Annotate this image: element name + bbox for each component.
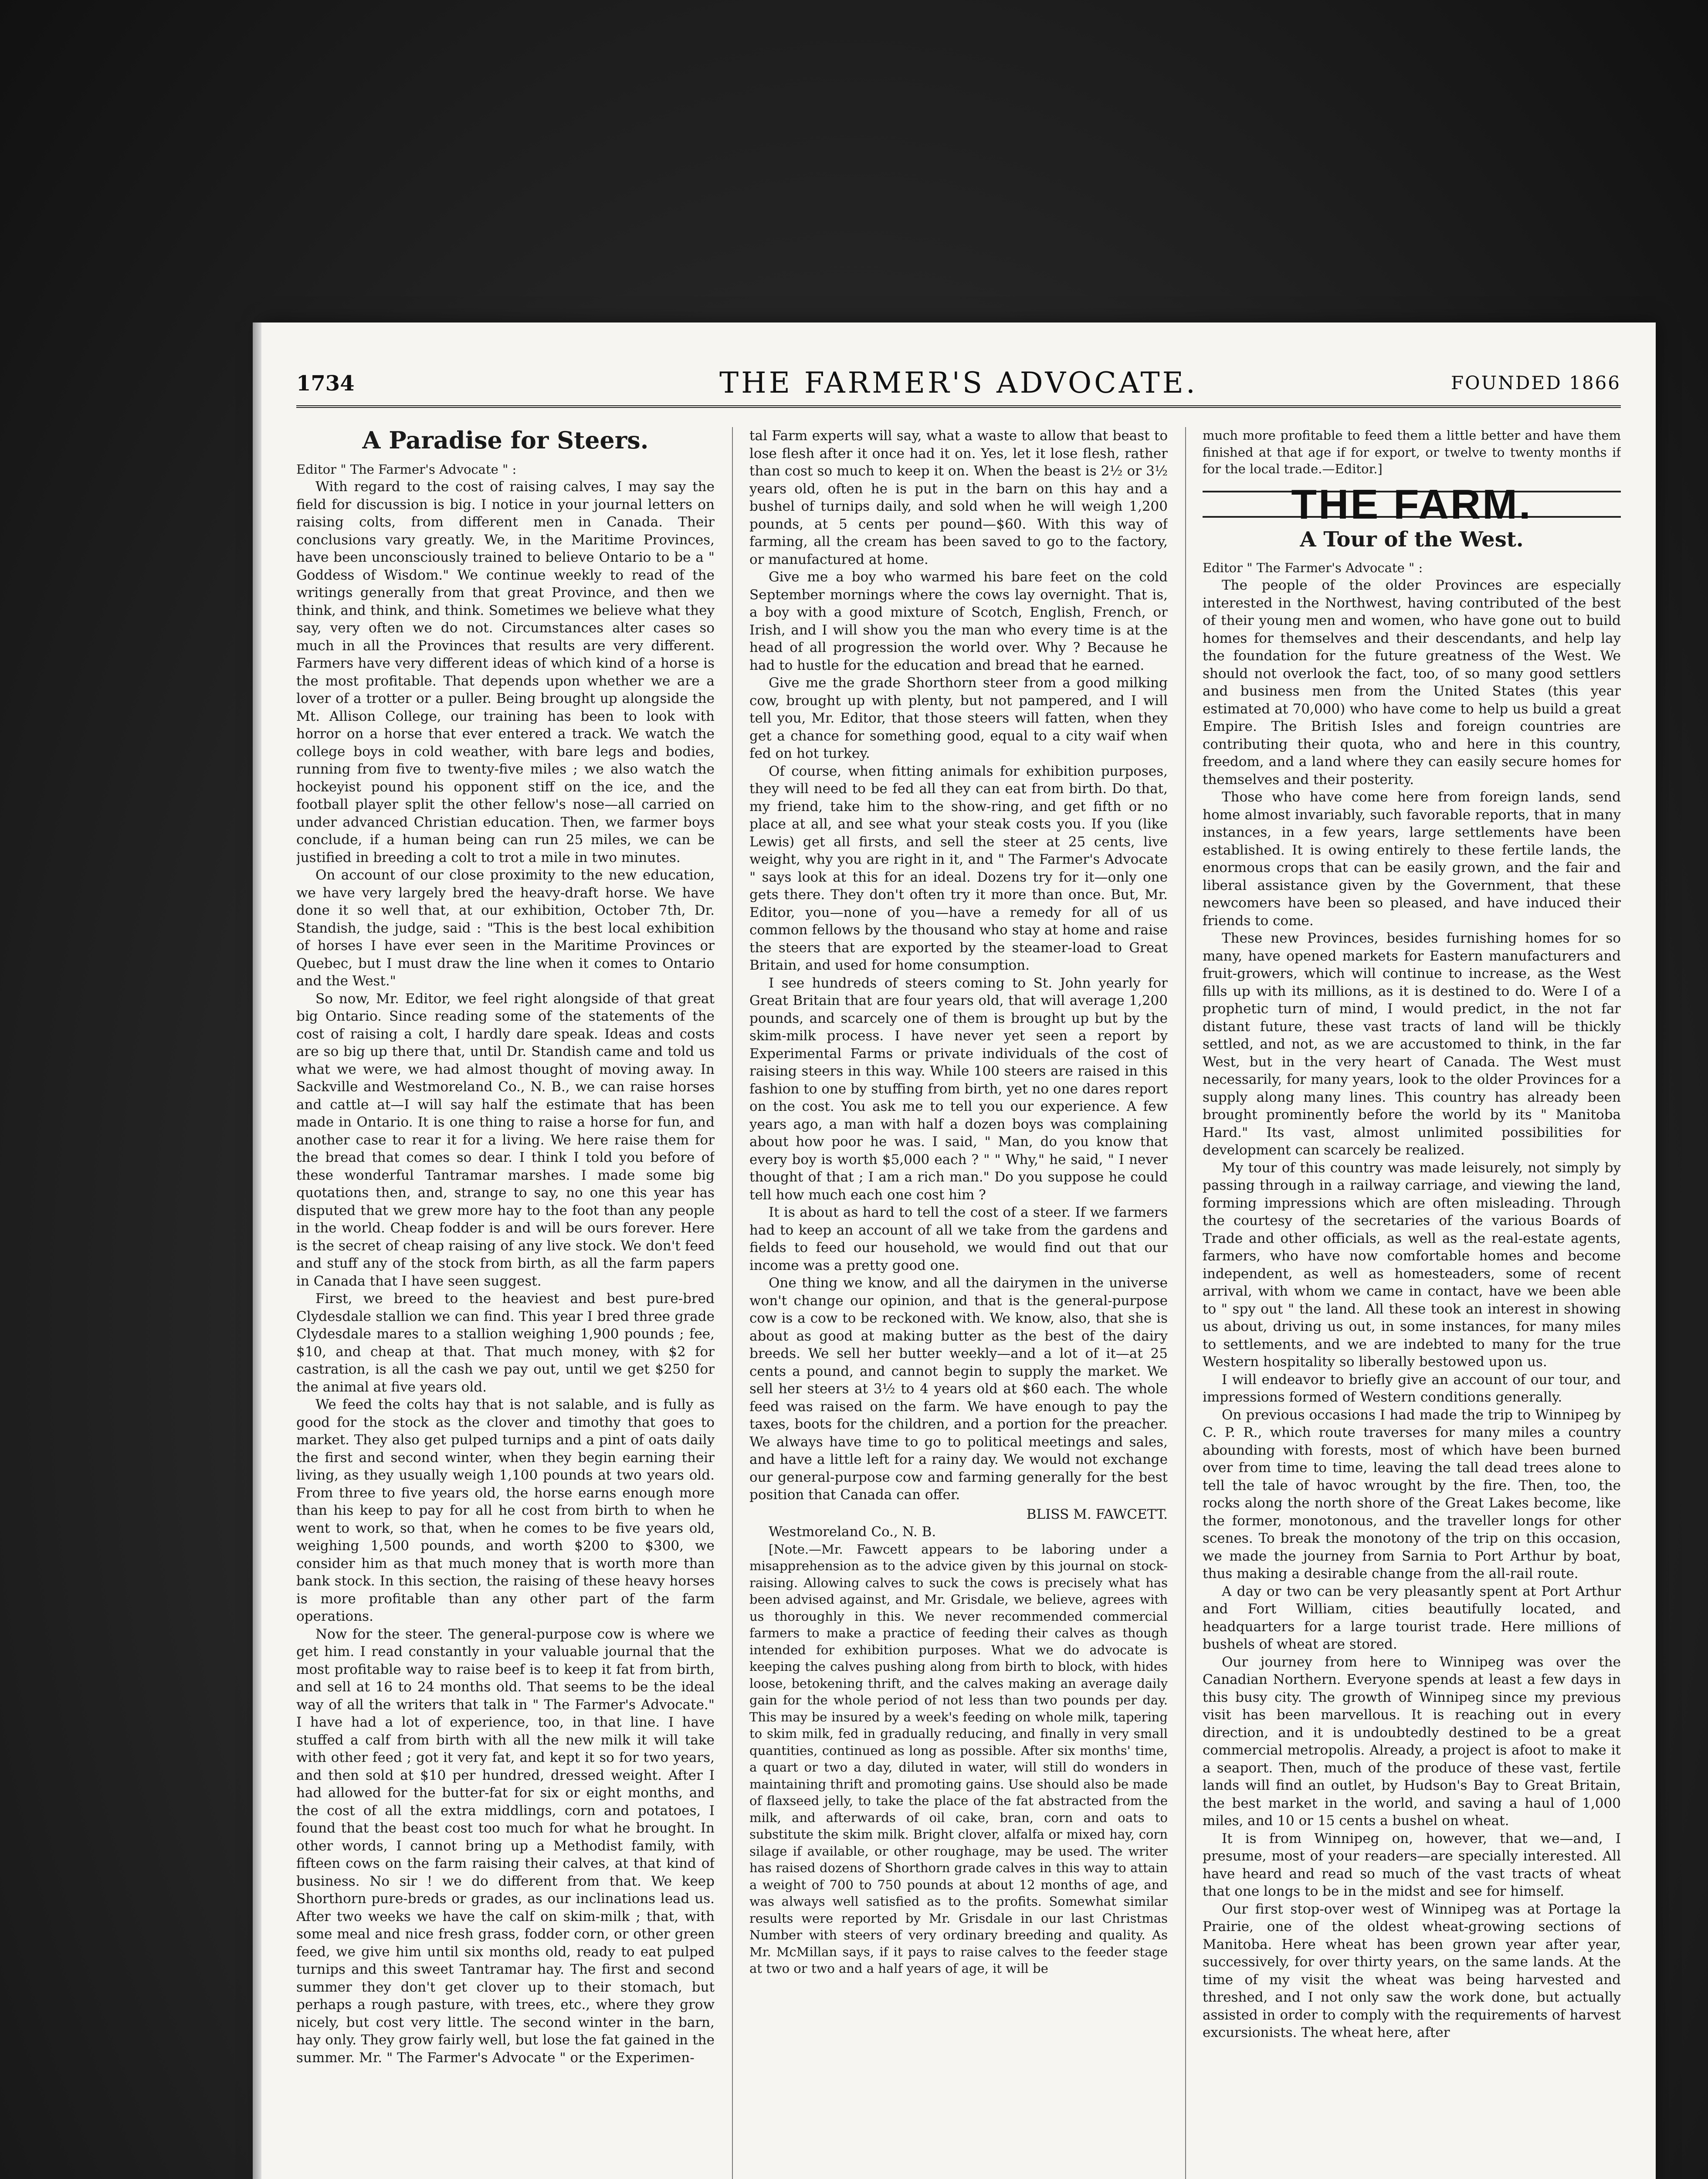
paragraph: Our first stop-over west of Winnipeg was at Portage la Prairie, one of the oldest wheat-growing sections of Manitoba. Here wheat has been grown year after year, successively, for over thirty years, on the same lands. At the time of my visit the wheat was being harvested and threshed, and I not only saw the work done, but actually assisted in order to comply with the requirements of harvest excursionists. The wheat here, after xyxy=(1203,1901,1621,2040)
founded-line: FOUNDED 1866 xyxy=(1451,372,1621,394)
signature: BLISS M. FAWCETT. xyxy=(1026,1506,1168,1522)
column-1 xyxy=(296,427,715,2179)
column-2 xyxy=(749,427,1168,2179)
column-rule xyxy=(1185,427,1186,2179)
editor-note-text: [Note.—Mr. Fawcett appears to be laboring under a misapprehension as to the advice given by this journal on stock-raising. Allowing calves to suck the cows is precisely what has been advised against, and Mr. Grisdale, we believe, agrees with us thoroughly in this. We never recommended commercial farmers to make a practice of feeding their calves as though intended for exhibition purposes. What we do advocate is keeping the calves pushing along from birth to block, with hides loose, betokening thrift, and the calves making an average daily gain for the whole period of not less than two pounds per day. This may be insured by a week's feeding on whole milk, tapering to skim milk, fed in gradually reducing, and finally in very small quantities, continued as long as possible. After six months' time, a quart or two a day, diluted in water, will still do wonders in maintaining thrift and promoting gains. Use should also be made of flaxseed jelly, to take the place of the fat abstracted from the milk, and afterwards of oil cake, bran, corn and oats to substitute the skim milk. Bright clover, alfalfa or mixed hay, corn silage if available, or other roughage, may be used. The writer has raised dozens of Shorthorn grade calves in this way to attain a weight of 700 to 750 pounds at about 12 months of age, and was always well satisfied as to the profits. Somewhat similar results were reported by Mr. Grisdale in our last Christmas Number with steers of very ordinary breeding and quality. As Mr. McMillan says, if it pays to raise calves to the feeder stage at two or two and a half years of age, it will be xyxy=(749,1541,1168,1976)
paragraph: Give me a boy who warmed his bare feet on the cold September mornings where the cows lay overnight. That is, a boy with a good mixture of Scotch, English, French, or Irish, and I will show you the man who every time is at the head of all progression the world over. Why ? Because he had to hustle for the education and bread that he earned. xyxy=(749,569,1168,673)
section-heading: THE FARM. xyxy=(1291,481,1532,528)
editor-note xyxy=(749,1541,1168,1977)
article-title-west: A Tour of the West. xyxy=(1300,527,1524,552)
paragraph: The people of the older Provinces are especially interested in the Northwest, having contributed of the best of their young men and women, who have gone out to build homes for themselves and their descendants, and help lay the foundation for the future greatness of the West. We should not overlook the fact, too, of so many good settlers and business men from the United States (this year estimated at 70,000) who have come to help us build a great Empire. The British Isles and foreign countries are contributing their quota, who and here in this country, freedom, and a land where they can easily secure homes for themselves and their posterity. xyxy=(1203,577,1621,787)
editor-note-text: much more profitable to feed them a little better and have them finished at that age if for export, or twelve to twenty months if for the local trade.—Editor.] xyxy=(1203,428,1621,476)
paragraph: On account of our close proximity to the new education, we have very largely bred the heavy-draft horse. We have done it so well that, at our exhibition, October 7th, Dr. Standish, the judge, said : "This is the best local exhibition of horses I have ever seen in the Maritime Provinces or Quebec, but I must draw the line when it comes to Ontario and the West." xyxy=(296,867,715,989)
paragraph: Of course, when fitting animals for exhibition purposes, they will need to be fed all they can eat from birth. Do that, my friend, take him to the show-ring, and get fifth or no place at all, and see what your steak costs you. If you (like Lewis) get all firsts, and sell the steer at 25 cents, live weight, why you are right in it, and " The Farmer's Advocate " says look at this for an ideal. Dozens try for it—only one gets there. They don't often try it more than once. But, Mr. Editor, you—none of you—have a remedy for all of us common fellows by the thousand who stay at home and raise the steers that are exported by the steamer-load to Great Britain, and used for home consumption. xyxy=(749,763,1168,973)
paragraph: On previous occasions I had made the trip to Winnipeg by C. P. R., which route traverses for many miles a country abounding with forests, most of which have been burned over from time to time, leaving the tall dead trees alone to tell the tale of havoc wrought by the fire. Then, too, the rocks along the north shore of the Great Lakes become, like the former, monotonous, and the traveller longs for other scenes. To break the monotony of the trip on this occasion, we made the journey from Sarnia to Port Arthur by boat, thus making a desirable change from the all-rail route. xyxy=(1203,1407,1621,1582)
paragraph: With regard to the cost of raising calves, I may say the field for discussion is big. I notice in your journal letters on raising colts, from different men in Canada. Their conclusions vary greatly. We, in the Maritime Provinces, have been unconsciously trained to believe Ontario to be a " Goddess of Wisdom." We continue weekly to read of the writings generally from that great Province, and then we think, and think, and think. Sometimes we believe what they say, very often we do not. Circumstances alter cases so much in all the Provinces that results are very different. Farmers have very different ideas of which kind of a horse is the most profitable. That depends upon whether we are a lover of a trotter or a puller. Being brought up alongside the Mt. Allison College, our training has been to look with horror on a horse that ever entered a track. We watch the college boys in cold weather, with bare legs and bodies, running from five to twenty-five miles ; we also watch the hockeyist pound his opponent stiff on the ice, and the football player split the other fellow's nose—all carried on under advanced Christian education. Then, we farmer boys conclude, if a human being can run 25 miles, we can be justified in breeding a colt to trot a mile in two minutes. xyxy=(296,479,715,865)
newspaper-page xyxy=(261,322,1656,2179)
paragraph: Our journey from here to Winnipeg was over the Canadian Northern. Everyone spends at least a few days in this busy city. The growth of Winnipeg since my previous visit has been marvellous. It is reaching out in every direction, and it is undoubtedly destined to be a great commercial metropolis. Already, a project is afoot to make it a seaport. Then, much of the produce of these vast, fertile lands will find an outlet, by Hudson's Bay to Great Britain, the best market in the world, and saving a haul of 1,000 miles, and 10 or 15 cents a bushel on wheat. xyxy=(1203,1654,1621,1829)
paragraph: My tour of this country was made leisurely, not simply by passing through in a railway carriage, and viewing the land, forming impressions which are often misleading. Through the courtesy of the secretaries of the various Boards of Trade and other officials, as well as the real-estate agents, farmers, who have now comfortable homes and become independent, as well as homesteaders, some of recent arrival, with whom we came in contact, have we been able to " spy out " the land. All these took an interest in showing us about, driving us out, in some instances, for many miles to settlements, and we are indebted to many for the true Western hospitality so liberally bestowed upon us. xyxy=(1203,1160,1621,1370)
dateline: Westmoreland Co., N. B. xyxy=(769,1524,936,1540)
paragraph: We feed the colts hay that is not salable, and is fully as good for the stock as the clover and timothy that goes to market. They also get pulped turnips and a pint of oats daily the first and second winter, when they begin earning their living, as they usually weigh 1,100 pounds at two years old. From three to five years old, the horse earns enough more than his keep to pay for all he cost from birth to when he went to work, so that, when he comes to be five years old, weighing 1,500 pounds, and worth $200 to $300, we consider him as that much money that is worth more than bank stock. In this section, the raising of these heavy horses is more profitable than any other part of the farm operations. xyxy=(296,1397,715,1624)
paragraph: So now, Mr. Editor, we feel right alongside of that great big Ontario. Since reading some of the statements of the cost of raising a colt, I hardly dare speak. Ideas and costs are so big up there that, until Dr. Standish came and told us what we were, we had almost thought of moving away. In Sackville and Westmoreland Co., N. B., we can raise horses and cattle at—I will say half the estimate that has been made in Ontario. It is one thing to raise a horse for fun, and another case to rear it for a living. We here raise them for the bread that comes so dear. I think I told you before of these wonderful Tantramar marshes. I made some big quotations then, and, strange to say, no one this year has disputed that we grew more hay to the foot than any people in the world. Cheap fodder is and will be ours forever. Here is the secret of cheap raising of any live stock. We don't feed and stuff any of the stock from birth, as all the farm papers in Canada that I have seen suggest. xyxy=(296,991,715,1289)
editor-note-continued xyxy=(1203,427,1621,478)
column-rule xyxy=(732,427,733,2179)
paragraph: It is from Winnipeg on, however, that we—and, I presume, most of your readers—are specially interested. All have heard and read so much of the vast tracts of wheat that one longs to be in the midst and see for himself. xyxy=(1203,1830,1621,1899)
salutation: Editor " The Farmer's Advocate " : xyxy=(1203,560,1423,575)
paragraph: tal Farm experts will say, what a waste to allow that beast to lose flesh after it once had it on. Yes, let it lose flesh, rather than cost so much to keep it on. When the beast is 2½ or 3½ years old, often he is put in the barn on this hay and a bushel of turnips daily, and sold when he will weigh 1,200 pounds, at 5 cents per pound—$60. With this way of farming, all the cream has been saved to go to the factory, or manufactured at home. xyxy=(749,428,1168,567)
paragraph: Those who have come here from foreign lands, send home almost invariably, such favorable reports, that in many instances, in a few years, large settlements have been established. It is owing entirely to these fertile lands, the enormous crops that can be easily grown, and the fair and liberal assistance given by the Government, that these newcomers have been so pleased, and have induced their friends to come. xyxy=(1203,789,1621,929)
paragraph: A day or two can be very pleasantly spent at Port Arthur and Fort William, cities beautifully located, and headquarters for a large tourist trade. Here millions of bushels of wheat are stored. xyxy=(1203,1583,1621,1652)
page-number: 1734 xyxy=(296,371,355,396)
paragraph: It is about as hard to tell the cost of a steer. If we farmers had to keep an account of all we take from the gardens and fields to feed our household, we would find out that our income was a pretty good one. xyxy=(749,1205,1168,1273)
article-title-steers: A Paradise for Steers. xyxy=(362,427,649,454)
paragraph: I see hundreds of steers coming to St. John yearly for Great Britain that are four years old, that will average 1,200 pounds, and scarcely one of them is brought up but by the skim-milk process. I have never yet seen a report by Experimental Farms or private individuals of the cost of raising steers in this way. While 100 steers are raised in this fashion to one by stuffing from birth, yet no one dares report on the cost. You ask me to tell you our experience. A few years ago, a man with half a dozen boys was complaining about how poor he was. I said, " Man, do you know that every boy is worth $5,000 each ? " " Why," he said, " I never thought of that ; I am a rich man." Do you suppose he could tell how much each one cost him ? xyxy=(749,975,1168,1203)
salutation: Editor " The Farmer's Advocate " : xyxy=(296,462,517,477)
paragraph: First, we breed to the heaviest and best pure-bred Clydesdale stallion we can find. This year I bred three grade Clydesdale mares to a stallion weighing 1,900 pounds ; fee, $10, and cheap at that. That much money, with $2 for castration, is all the cash we pay out, until we get $250 for the animal at five years old. xyxy=(296,1291,715,1395)
paragraph: Now for the steer. The general-purpose cow is where we get him. I read constantly in your valuable journal that the most profitable way to raise beef is to keep it fat from birth, and sell at 16 to 24 months old. That seems to be the ideal way of all the writers that talk in " The Farmer's Advocate." I have had a lot of experience, too, in that line. I have stuffed a calf from birth with all the new milk it will take with other feed ; got it very fat, and kept it so for two years, and then sold at $10 per hundred, dressed weight. After I had allowed for the butter-fat for six or eight months, and the cost of all the extra middlings, corn and potatoes, I found that the beast cost too much for what he brought. In other words, I cannot bring up a Methodist family, with fifteen cows on the farm raising their calves, at that kind of business. No sir ! we do different from that. We keep Shorthorn pure-breds or grades, as our inclinations lead us. After two weeks we have the calf on skim-milk ; that, with some meal and nice fresh grass, fodder corn, or other green feed, we give him until six months old, ready to eat pulped turnips and this sweet Tantramar hay. The first and second summer they don't get clover up to their stomach, but perhaps a rough pasture, with trees, etc., where they grow nicely, but cost very little. The second winter in the barn, hay only. They grow fairly well, but lose the fat gained in the summer. Mr. " The Farmer's Advocate " or the Experimen- xyxy=(296,1626,715,2066)
paragraph: These new Provinces, besides furnishing homes for so many, have opened markets for Eastern manufacturers and fruit-growers, which will continue to increase, as the West fills up with its millions, as it is destined to do. Were I of a prophetic turn of mind, I would predict, in the not far distant future, these vast tracts of land will be thickly settled, and not, as we are accustomed to think, in the far West, but in the very heart of Canada. The West must necessarily, for many years, look to the older Provinces for a supply along many lines. This country has already been brought prominently before the world by its " Manitoba Hard." Its vast, almost unlimited possibilities for development can scarcely be realized. xyxy=(1203,930,1621,1158)
paragraph: One thing we know, and all the dairymen in the universe won't change our opinion, and that is the general-purpose cow is a cow to be reckoned with. We know, also, that she is about as good at making butter as the best of the dairy breeds. We sell her butter weekly—and a lot of it—at 25 cents a pound, and cannot begin to supply the market. We sell her steers at 3½ to 4 years old at $60 each. The whole feed was raised on the farm. We have enough to pay the taxes, boots for the children, and a portion for the preacher. We always have time to go to political meetings and sales, and have a little left for a rainy day. We would not exchange our general-purpose cow and farming generally for the best position that Canada can offer. xyxy=(749,1275,1168,1503)
masthead-title: THE FARMER'S ADVOCATE. xyxy=(719,366,1198,400)
column-3 xyxy=(1203,427,1621,2179)
section-heading-box xyxy=(1203,481,1621,528)
paragraph: I will endeavor to briefly give an account of our tour, and impressions formed of Western conditions generally. xyxy=(1203,1371,1621,1405)
page-header xyxy=(296,366,1621,408)
paragraph: Give me the grade Shorthorn steer from a good milking cow, brought up with plenty, but not pampered, and I will tell you, Mr. Editor, that those steers will fatten, when they get a chance for something good, equal to a city waif when fed on hot turkey. xyxy=(749,675,1168,761)
